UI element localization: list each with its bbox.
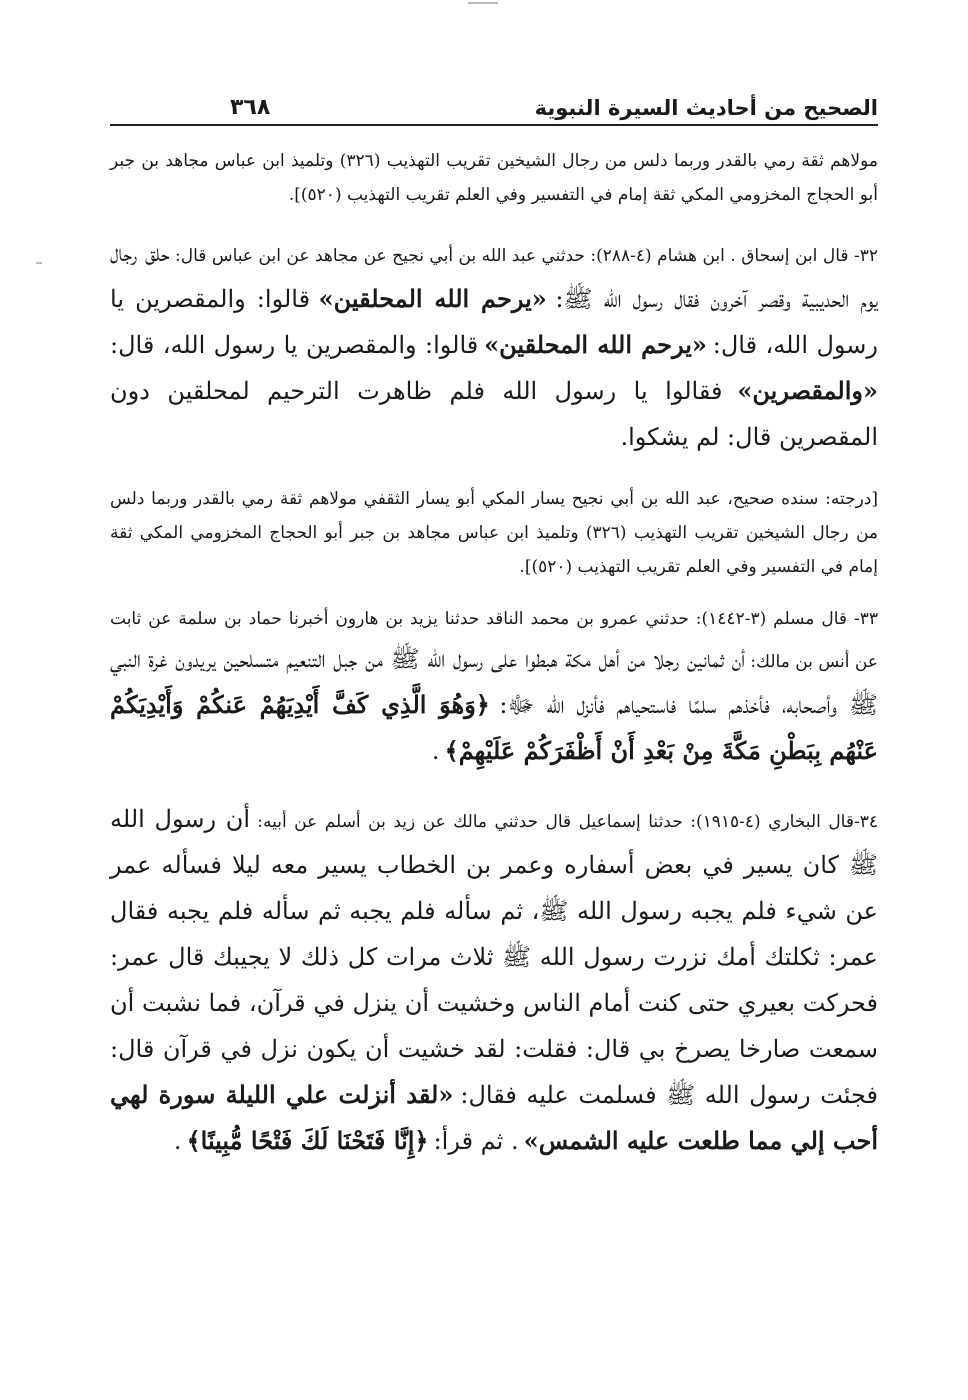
hadith-32-quote-2: «يرحم الله المحلقين» xyxy=(484,330,707,359)
hadith-33-end: . xyxy=(431,737,440,765)
hadith-34-isnad: ٣٤-قال البخاري (٤-١٩١٥): حدثنا إسماعيل قال حدثني مالك عن زيد بن أسلم عن أبيه: xyxy=(257,812,879,832)
hadith-33-matn: أن ثمانين رجلا من أهل مكة هبطوا على رسول الله ﷺ من جبل التنعيم متسلحين يريدون غرة النبي ﷺ وأصحابه، فأخذهم سلمًا فاستحياهم فأنزل الله ﷻ: xyxy=(110,645,878,719)
running-header xyxy=(110,80,878,126)
hadith-34-matn: أن رسول الله ﷺ كان يسير في بعض أسفاره وعمر بن الخطاب يسير معه ليلا فسأله عمر عن شيء فلم يجبه رسول الله ﷺ، ثم سأله فلم يجبه ثم سأله فلم يجبه فقال عمر: ثكلتك أمك نزرت رسول الله ﷺ ثلاث مرات كل ذلك لا يجيبك قال عمر: فحركت بعيري حتى كنت أمام الناس وخشيت أن ينزل في قرآن، فما نشبت أن سمعت صارخا يصرخ بي قال: فقلت: لقد خشيت أن يكون نزل في قرآن قال: فجئت رسول الله ﷺ فسلمت عليه فقال: xyxy=(110,805,878,1109)
hadith-34-quran: ﴿إِنَّا فَتَحْنَا لَكَ فَتْحًا مُّبِينًا﴾ xyxy=(186,1126,429,1155)
grading-note-continued: مولاهم ثقة رمي بالقدر وربما دلس من رجال الشيخين تقريب التهذيب (٣٢٦) وتلميذ ابن عباس مجاهد بن جبر أبو الحجاج المخزومي المكي ثقة إمام في التفسير وفي العلم تقريب التهذيب (٥٢٠)]. xyxy=(110,151,878,205)
hadith-33-isnad: ٣٣- قال مسلم (٣-١٤٤٢): حدثني عمرو بن محمد الناقد حدثنا يزيد بن هارون أخبرنا حماد بن سلمة عن ثابت عن أنس بن مالك: xyxy=(110,609,878,672)
hadith-32-quote-3: «والمقصرين» xyxy=(737,376,878,405)
hadith-32-quote-1: «يرحم الله المحلقين» xyxy=(318,284,547,313)
hadith-33 xyxy=(110,602,878,774)
page-number: ٣٦٨ xyxy=(230,95,271,120)
hadith-32 xyxy=(110,230,878,460)
hadith-34-quote: «لقد أنزلت علي الليلة سورة لهي أحب إلي مما طلعت عليه الشمس» xyxy=(110,1080,878,1155)
hadith-34 xyxy=(110,796,878,1164)
hadith-33-quran: ﴿وَهُوَ الَّذِي كَفَّ أَيْدِيَهُمْ عَنكُمْ وَأَيْدِيَكُمْ عَنْهُم بِبَطْنِ مَكَّةَ مِنْ بَعْدِ أَنْ أَظْفَرَكُمْ عَلَيْهِمْ﴾ xyxy=(110,690,878,765)
hadith-32-isnad: ٣٢- قال ابن إسحاق . ابن هشام (٤-٢٨٨): حدثني عبد الله بن أبي نجيح عن مجاهد عن ابن عباس قال: xyxy=(174,246,879,266)
hadith-32-matn-4: فقالوا يا رسول الله فلم ظاهرت الترحيم لمحلقين دون المقصرين قال: لم يشكوا. xyxy=(110,377,878,451)
hadith-32-matn-3: قالوا: والمقصرين يا رسول الله، قال: xyxy=(110,331,479,359)
grading-note-32: [درجته: سنده صحيح، عبد الله بن أبي نجيح يسار المكي أبو يسار الثقفي مولاهم ثقة رمي بالقدر وربما دلس من رجال الشيخين تقريب التهذيب (٣٢٦) وتلميذ ابن عباس مجاهد بن جبر أبو الحجاج المخزومي المكي ثقة إمام في التفسير وفي العلم تقريب التهذيب (٥٢٠)]. xyxy=(110,489,878,577)
page-content xyxy=(110,144,878,1164)
book-title: الصحيح من أحاديث السيرة النبوية xyxy=(534,96,878,120)
hadith-34-end: . xyxy=(173,1127,182,1155)
hadith-32-matn: حلق رجال يوم الحديبية وقصر آخرون فقال رسول الله ﷺ: xyxy=(110,239,878,313)
side-mark xyxy=(36,262,42,264)
page xyxy=(110,80,878,1186)
hadith-32-matn-2: قالوا: والمقصرين يا رسول الله، قال: xyxy=(110,285,878,359)
top-mark xyxy=(468,2,498,4)
hadith-34-matn-2: . ثم قرأ: xyxy=(433,1127,519,1155)
